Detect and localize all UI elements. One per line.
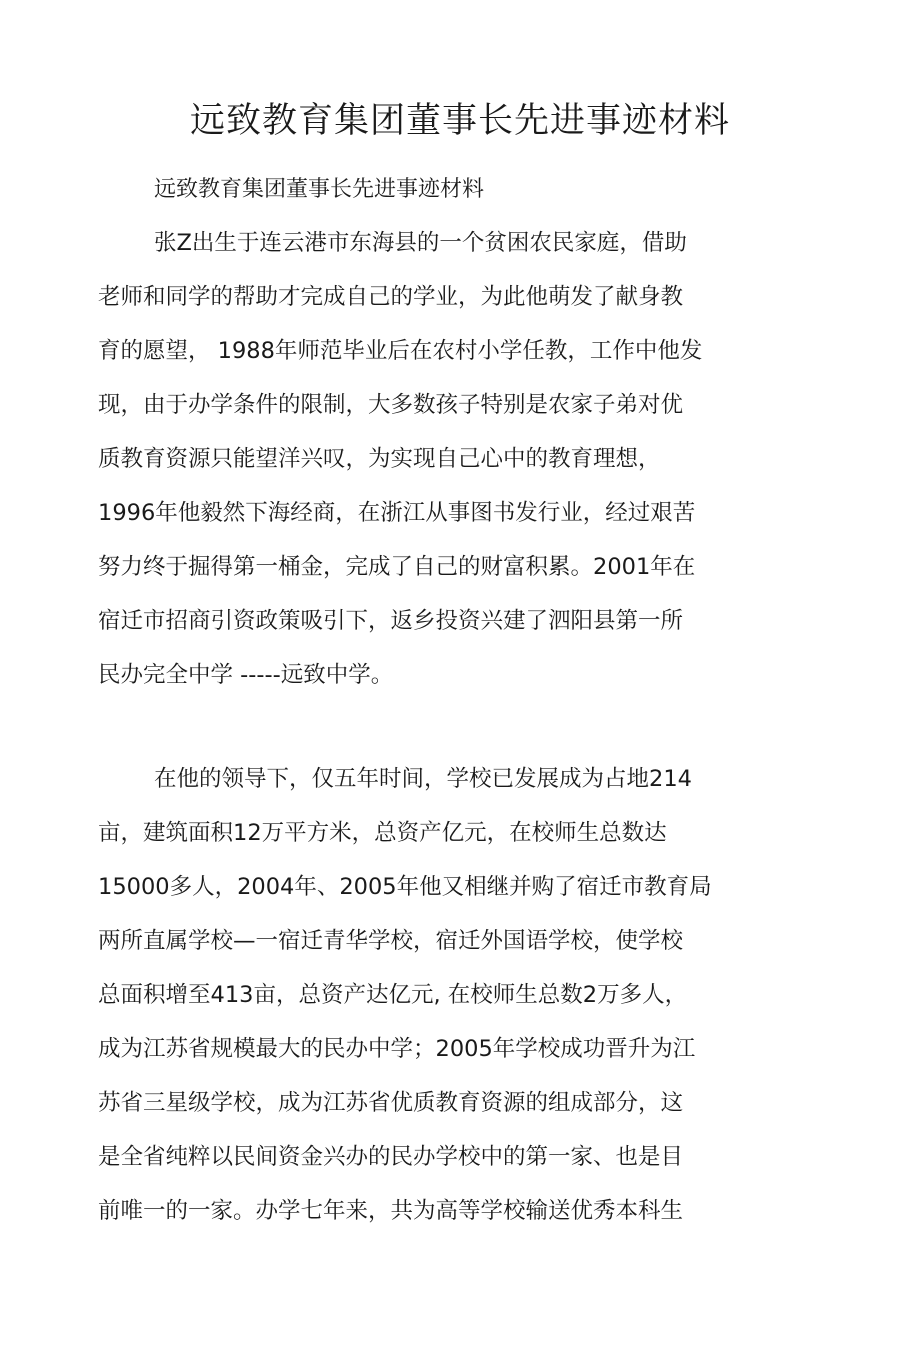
paragraph-2 — [98, 752, 738, 1238]
paragraph-line: 前唯一的一家。办学七年来，共为高等学校输送优秀本科生 — [98, 1198, 684, 1224]
paragraph-line: 宿迁市招商引资政策吸引下，返乡投资兴建了泗阳县第一所 — [98, 608, 684, 634]
paragraph-line: 亩，建筑面积12万平方米，总资产亿元，在校师生总数达 — [98, 820, 667, 846]
paragraph-line: 苏省三星级学校，成为江苏省优质教育资源的组成部分，这 — [98, 1090, 684, 1116]
paragraph-line: 两所直属学校—一宿迁青华学校，宿迁外国语学校，使学校 — [98, 928, 684, 954]
paragraph-line: 是全省纯粹以民间资金兴办的民办学校中的第一家、也是目 — [98, 1144, 684, 1170]
paragraph-line: 在他的领导下，仅五年时间，学校已发展成为占地214 — [154, 766, 692, 792]
paragraph-line: 努力终于掘得第一桶金，完成了自己的财富积累。2001年在 — [98, 554, 696, 580]
paragraph-line: 15000多人，2004年、2005年他又相继并购了宿迁市教育局 — [98, 874, 712, 900]
paragraph-line: 1996年他毅然下海经商，在浙江从事图书发行业，经过艰苦 — [98, 500, 696, 526]
paragraph-line: 总面积增至413亩，总资产达亿元, 在校师生总数2万多人， — [98, 982, 688, 1008]
paragraph-line: 成为江苏省规模最大的民办中学；2005年学校成功晋升为江 — [98, 1036, 696, 1062]
paragraph-line: 育的愿望， 1988年师范毕业后在农村小学任教，工作中他发 — [98, 338, 703, 364]
document-subtitle: 远致教育集团董事长先进事迹材料 — [154, 177, 485, 202]
paragraph-1 — [98, 216, 738, 702]
paragraph-line: 质教育资源只能望洋兴叹，为实现自己心中的教育理想， — [98, 446, 661, 472]
paragraph-line: 张Z出生于连云港市东海县的一个贫困农民家庭，借助 — [154, 230, 687, 256]
paragraph-line: 现，由于办学条件的限制，大多数孩子特别是农家子弟对优 — [98, 392, 684, 418]
paragraph-line: 老师和同学的帮助才完成自己的学业，为此他萌发了献身教 — [98, 284, 684, 310]
document-title: 远致教育集团董事长先进事迹材料 — [189, 101, 730, 141]
paragraph-line: 民办完全中学 -----远致中学。 — [98, 662, 394, 688]
